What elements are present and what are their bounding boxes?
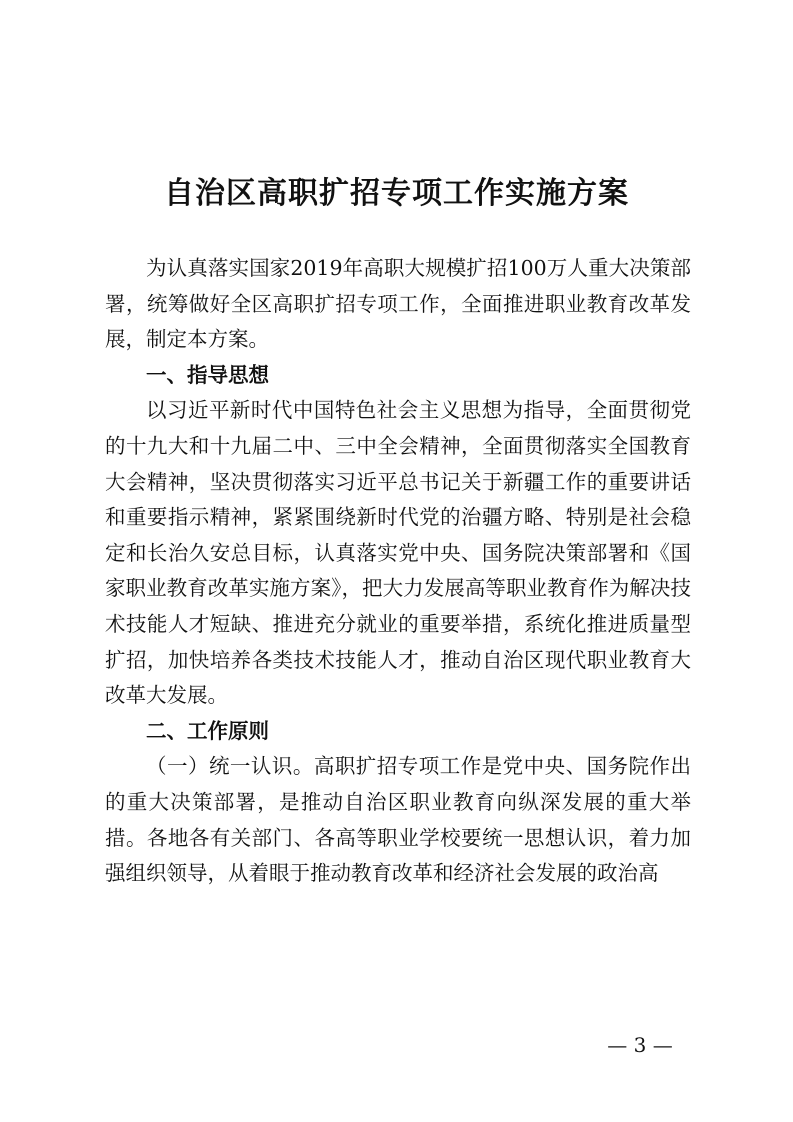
unified-understanding-paragraph: （一）统一认识。高职扩招专项工作是党中央、国务院作出的重大决策部署，是推动自治区职业教育向纵深发展的重大举措。各地各有关部门、各高等职业学校要统一思想认识，着力加强组织领导，从着眼于推动教育改革和经济社会发展的政治高 — [105, 754, 691, 886]
section-heading-work-principles: 二、工作原则 — [146, 718, 269, 743]
guiding-ideology-paragraph: 以习近平新时代中国特色社会主义思想为指导，全面贯彻党的十九大和十九届二中、三中全会精神，全面贯彻落实全国教育大会精神，坚决贯彻落实习近平总书记关于新疆工作的重要讲话和重要指示精神，紧紧围绕新时代党的治疆方略、特别是社会稳定和长治久安总目标，认真落实党中央、国务院决策部署和《国家职业教育改革实施方案》，把大力发展高等职业教育作为解决技术技能人才短缺、推进充分就业的重要举措，系统化推进质量型扩招，加快培养各类技术技能人才，推动自治区现代职业教育大改革大发展。 — [105, 398, 691, 708]
section-heading-guiding-ideology: 一、指导思想 — [146, 362, 269, 387]
page-number: — 3 — — [607, 1033, 673, 1057]
document-body — [105, 251, 691, 892]
intro-paragraph: 为认真落实国家2019年高职大规模扩招100万人重大决策部署，统筹做好全区高职扩招专项工作，全面推进职业教育改革发展，制定本方案。 — [105, 256, 691, 352]
document-title: 自治区高职扩招专项工作实施方案 — [164, 176, 629, 211]
